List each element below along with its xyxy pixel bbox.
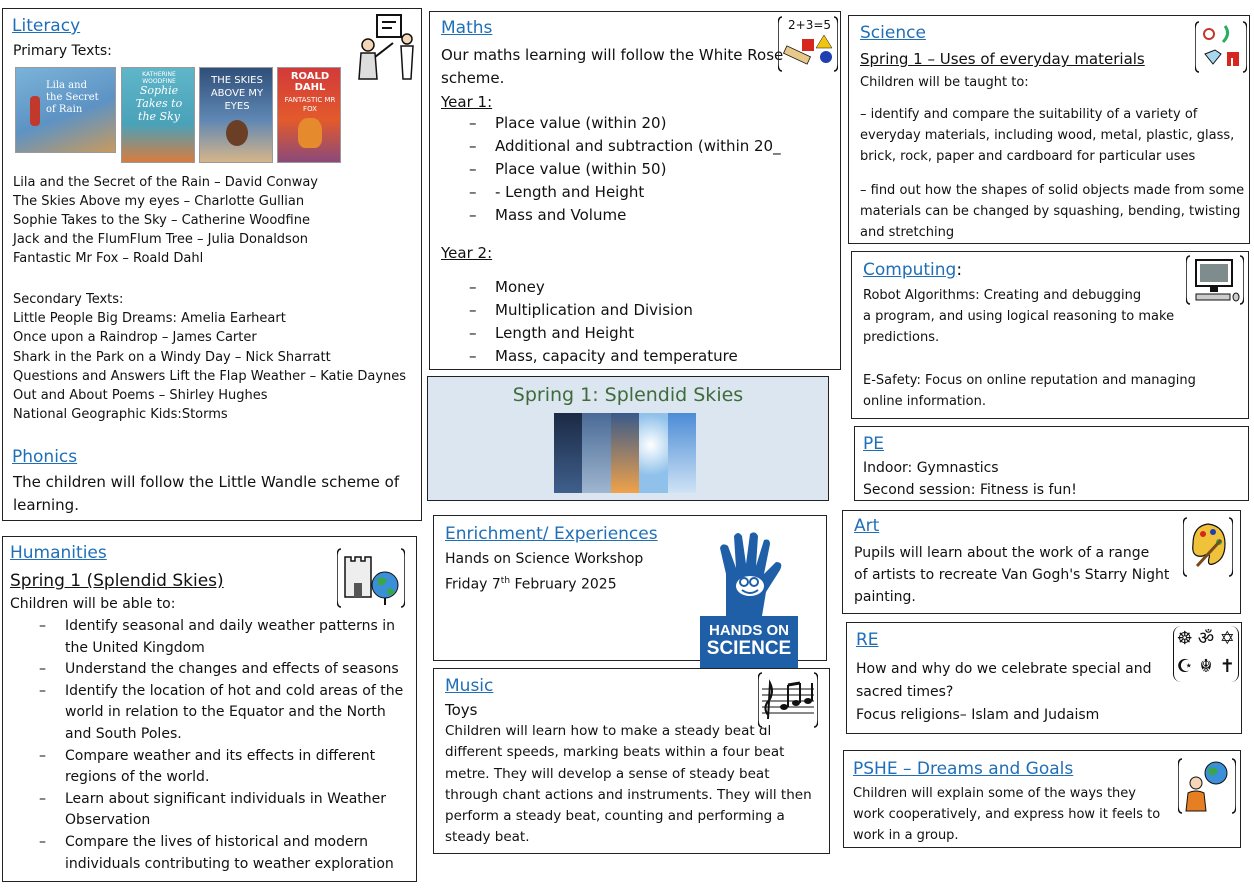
science-objective-line: and stretching (860, 225, 955, 240)
khanda-icon: ☬ (1199, 656, 1213, 677)
hand-logo-icon (700, 530, 798, 618)
enrichment-date-pre: Friday 7 (445, 576, 501, 593)
computing-line-2: a program, and using logical reasoning to make (863, 309, 1175, 324)
pshe-line-2: work cooperatively, and express how it feels to (853, 807, 1161, 822)
computer-icon (1186, 254, 1244, 306)
sky-collage-image (554, 413, 696, 493)
enrichment-panel (433, 515, 827, 661)
enrichment-heading: Enrichment/ Experiences (445, 524, 658, 544)
literacy-panel (2, 8, 422, 521)
book-cover-fantastic-mr-fox (277, 67, 341, 163)
music-notes-icon (758, 671, 818, 729)
humanities-intro: Children will be able to: (10, 596, 176, 612)
year2-item: – Mass, capacity and temperature (441, 345, 738, 368)
art-line-2: of artists to recreate Van Gogh's Starry Night (854, 567, 1170, 583)
computing-line-1: Robot Algorithms: Creating and debugging (863, 288, 1142, 303)
humanities-objective-line: regions of the world. (65, 769, 210, 786)
primary-texts-list (13, 173, 318, 268)
humanities-objective-line: – Compare weather and its effects in different (65, 747, 376, 764)
computing-line-3: predictions. (863, 330, 940, 345)
year2-label: Year 2: (441, 244, 493, 262)
humanities-objective-line: – Understand the changes and effects of seasons (65, 661, 399, 678)
dharma-wheel-icon: ☸ (1176, 628, 1193, 649)
computing-line-4: E-Safety: Focus on online reputation and managing (863, 373, 1196, 388)
humanities-objective-line: – Compare the lives of historical and modern (65, 833, 368, 850)
re-line-1: How and why do we celebrate special and (856, 661, 1152, 677)
sky-strip-sun (639, 413, 667, 493)
hands-on-science-logo (700, 530, 798, 658)
humanities-objective (11, 659, 403, 681)
enrichment-date (445, 572, 617, 595)
humanities-objective-line: the United Kingdom (65, 639, 205, 656)
logo-line-2: SCIENCE (706, 638, 792, 659)
pshe-line-1: Children will explain some of the ways they (853, 786, 1136, 801)
primary-text-item: The Skies Above my eyes – Charlotte Gullian (13, 194, 305, 209)
science-experiment-icon (1195, 20, 1247, 74)
humanities-objective (11, 681, 403, 746)
phonics-line-1: The children will follow the Little Wandle scheme of (13, 473, 400, 491)
maths-panel (429, 11, 841, 370)
year2-list (441, 276, 738, 368)
computing-heading-colon: : (956, 260, 963, 280)
music-description (445, 721, 812, 849)
humanities-objective-line: and South Poles. (65, 725, 182, 742)
re-line-3: Focus religions– Islam and Judaism (856, 707, 1100, 723)
enrichment-date-post: February 2025 (510, 576, 617, 593)
year1-item: – Mass and Volume (441, 204, 781, 227)
sky-strip-rain (582, 413, 610, 493)
maths-intro-2: scheme. (441, 69, 505, 87)
book-cover-sophie-title: Sophie Takes to the Sky (135, 84, 183, 123)
humanities-panel (2, 536, 417, 882)
cross-icon: ✝ (1219, 656, 1235, 677)
humanities-objective (11, 746, 403, 789)
year1-list (441, 112, 781, 227)
topic-panel (427, 376, 829, 501)
book-cover-dahl-author: ROALD DAHL (290, 71, 330, 93)
science-objective-line: – find out how the shapes of solid objects made from some (860, 183, 1245, 198)
science-heading: Science (860, 23, 926, 43)
book-cover-skies (199, 67, 273, 163)
year1-item: – Additional and subtraction (within 20_ (441, 135, 781, 158)
book-cover-sophie-author: KATHERINE WOODFINE (142, 71, 176, 85)
literacy-heading: Literacy (12, 16, 81, 36)
science-objective-line: materials can be changed by squashing, bending, twisting (860, 204, 1241, 219)
humanities-objective-line: Observation (65, 812, 151, 829)
sky-strip-storm (554, 413, 582, 493)
re-panel (846, 622, 1242, 734)
humanities-objective-line: world in relation to the Equator and the North (65, 704, 386, 721)
science-panel (848, 15, 1250, 244)
music-description-line: Children will learn how to make a steady beat ɑl (445, 723, 772, 739)
humanities-objective (11, 616, 403, 659)
maths-intro-1: Our maths learning will follow the White Rose (441, 46, 784, 64)
science-objective-line: brick, rock, paper and cardboard for particular uses (860, 149, 1196, 164)
secondary-text-item: Little People Big Dreams: Amelia Earheart (13, 311, 286, 326)
music-description-line: perform a steady beat, counting and performing a (445, 808, 785, 825)
book-cover-sophie (121, 67, 195, 163)
secondary-text-item: National Geographic Kids:Storms (13, 407, 228, 423)
secondary-text-item: Shark in the Park on a Windy Day – Nick Sharratt (13, 349, 331, 365)
humanities-objective-line: – Identify the location of hot and cold areas of the (65, 682, 404, 699)
humanities-objective-line: individuals contributing to weather exploration (65, 855, 394, 872)
year2-item: – Length and Height (441, 322, 738, 345)
sky-strip-clouds (668, 413, 696, 493)
skies-girl-face (226, 120, 248, 146)
year1-label: Year 1: (441, 93, 493, 111)
castle-globe-icon (337, 547, 405, 609)
science-subheading: Spring 1 – Uses of everyday materials (860, 50, 1145, 68)
child-globe-icon (1178, 757, 1236, 815)
re-line-2: sacred times? (856, 684, 954, 700)
pshe-heading: PSHE – Dreams and Goals (853, 759, 1074, 779)
humanities-objective (11, 832, 403, 875)
enrichment-line-1: Hands on Science Workshop (445, 551, 644, 567)
art-line-1: Pupils will learn about the work of a range (854, 545, 1150, 561)
pshe-line-3: work in a group. (853, 828, 959, 843)
science-objective-line: – identify and compare the suitability of a variety of (860, 107, 1198, 122)
primary-texts-label: Primary Texts: (13, 43, 112, 59)
year1-item: – - Length and Height (441, 181, 781, 204)
music-description-line: different speeds, marking beats within a four beat (445, 744, 785, 761)
computing-heading-text: Computing (863, 260, 957, 280)
pe-line-1: Indoor: Gymnastics (863, 460, 999, 476)
science-objectives (860, 104, 1244, 243)
secondary-text-item: Questions and Answers Lift the Flap Weather – Katie Daynes (13, 368, 407, 384)
secondary-texts-label: Secondary Texts: (13, 292, 124, 307)
science-objective-line: everyday materials, including wood, metal, plastic, glass, (860, 128, 1235, 143)
secondary-text-item: Once upon a Raindrop – James Carter (13, 330, 257, 346)
music-panel (433, 668, 830, 854)
music-heading: Music (445, 676, 494, 696)
year1-item: – Place value (within 50) (441, 158, 781, 181)
fox-figure (298, 118, 322, 148)
phonics-heading: Phonics (12, 447, 78, 467)
topic-title: Spring 1: Splendid Skies (512, 384, 744, 406)
maths-icon-sum: 2+3=5 (788, 18, 832, 32)
religion-symbols-icon (1173, 626, 1239, 682)
enrichment-date-sup: th (500, 576, 511, 586)
computing-heading (863, 260, 962, 280)
lila-figure (30, 96, 40, 126)
om-icon: ॐ (1197, 628, 1215, 649)
pe-panel (854, 426, 1249, 501)
maths-heading: Maths (441, 18, 493, 38)
crescent-icon: ☪ (1176, 656, 1193, 677)
primary-text-item: Jack and the FlumFlum Tree – Julia Donaldson (13, 232, 309, 247)
art-heading: Art (854, 516, 880, 536)
re-heading: RE (856, 630, 879, 650)
music-subheading: Toys (445, 701, 478, 719)
humanities-heading: Humanities (10, 543, 107, 563)
science-intro: Children will be taught to: (860, 75, 1029, 90)
book-cover-skies-title: THE SKIES ABOVE MY EYES (210, 75, 264, 112)
paint-palette-icon (1183, 516, 1233, 578)
pe-line-2: Second session: Fitness is fun! (863, 482, 1077, 498)
secondary-texts-list (13, 309, 406, 425)
secondary-text-item: Out and About Poems – Shirley Hughes (13, 388, 268, 404)
year2-item: – Money (441, 276, 738, 299)
pshe-panel (843, 750, 1241, 848)
year2-item: – Multiplication and Division (441, 299, 738, 322)
phonics-line-2: learning. (13, 496, 79, 514)
humanities-objective-line: – Learn about significant individuals in Weather (65, 790, 387, 807)
primary-text-item: Sophie Takes to the Sky – Catherine Woodfine (13, 213, 310, 228)
star-of-david-icon: ✡ (1219, 628, 1235, 649)
book-cover-lila-title: Lila and the Secret of Rain (46, 80, 99, 115)
art-line-3: painting. (854, 589, 916, 605)
humanities-objectives (11, 616, 403, 875)
primary-text-item: Fantastic Mr Fox – Roald Dahl (13, 251, 204, 266)
music-description-line: metre. They will develop a sense of steady beat (445, 765, 770, 782)
book-cover-lila (15, 67, 116, 153)
sky-strip-sunset (611, 413, 639, 493)
computing-panel (851, 251, 1249, 419)
year1-item: – Place value (within 20) (441, 112, 781, 135)
primary-text-item: Lila and the Secret of the Rain – David Conway (13, 175, 318, 190)
computing-line-5: online information. (863, 394, 986, 409)
humanities-subheading: Spring 1 (Splendid Skies) (10, 571, 224, 591)
pe-heading: PE (863, 434, 884, 454)
music-description-line: steady beat. (445, 829, 530, 846)
book-cover-dahl-title: FANTASTIC MR FOX (284, 96, 336, 113)
music-description-line: through chant actions and instruments. They will then (445, 786, 812, 803)
hands-on-science-banner (700, 616, 798, 672)
art-panel (842, 510, 1241, 614)
humanities-objective (11, 789, 403, 832)
teacher-reading-icon (353, 13, 419, 83)
humanities-objective-line: – Identify seasonal and daily weather patterns in (65, 618, 395, 634)
logo-line-1: HANDS ON (708, 622, 789, 639)
